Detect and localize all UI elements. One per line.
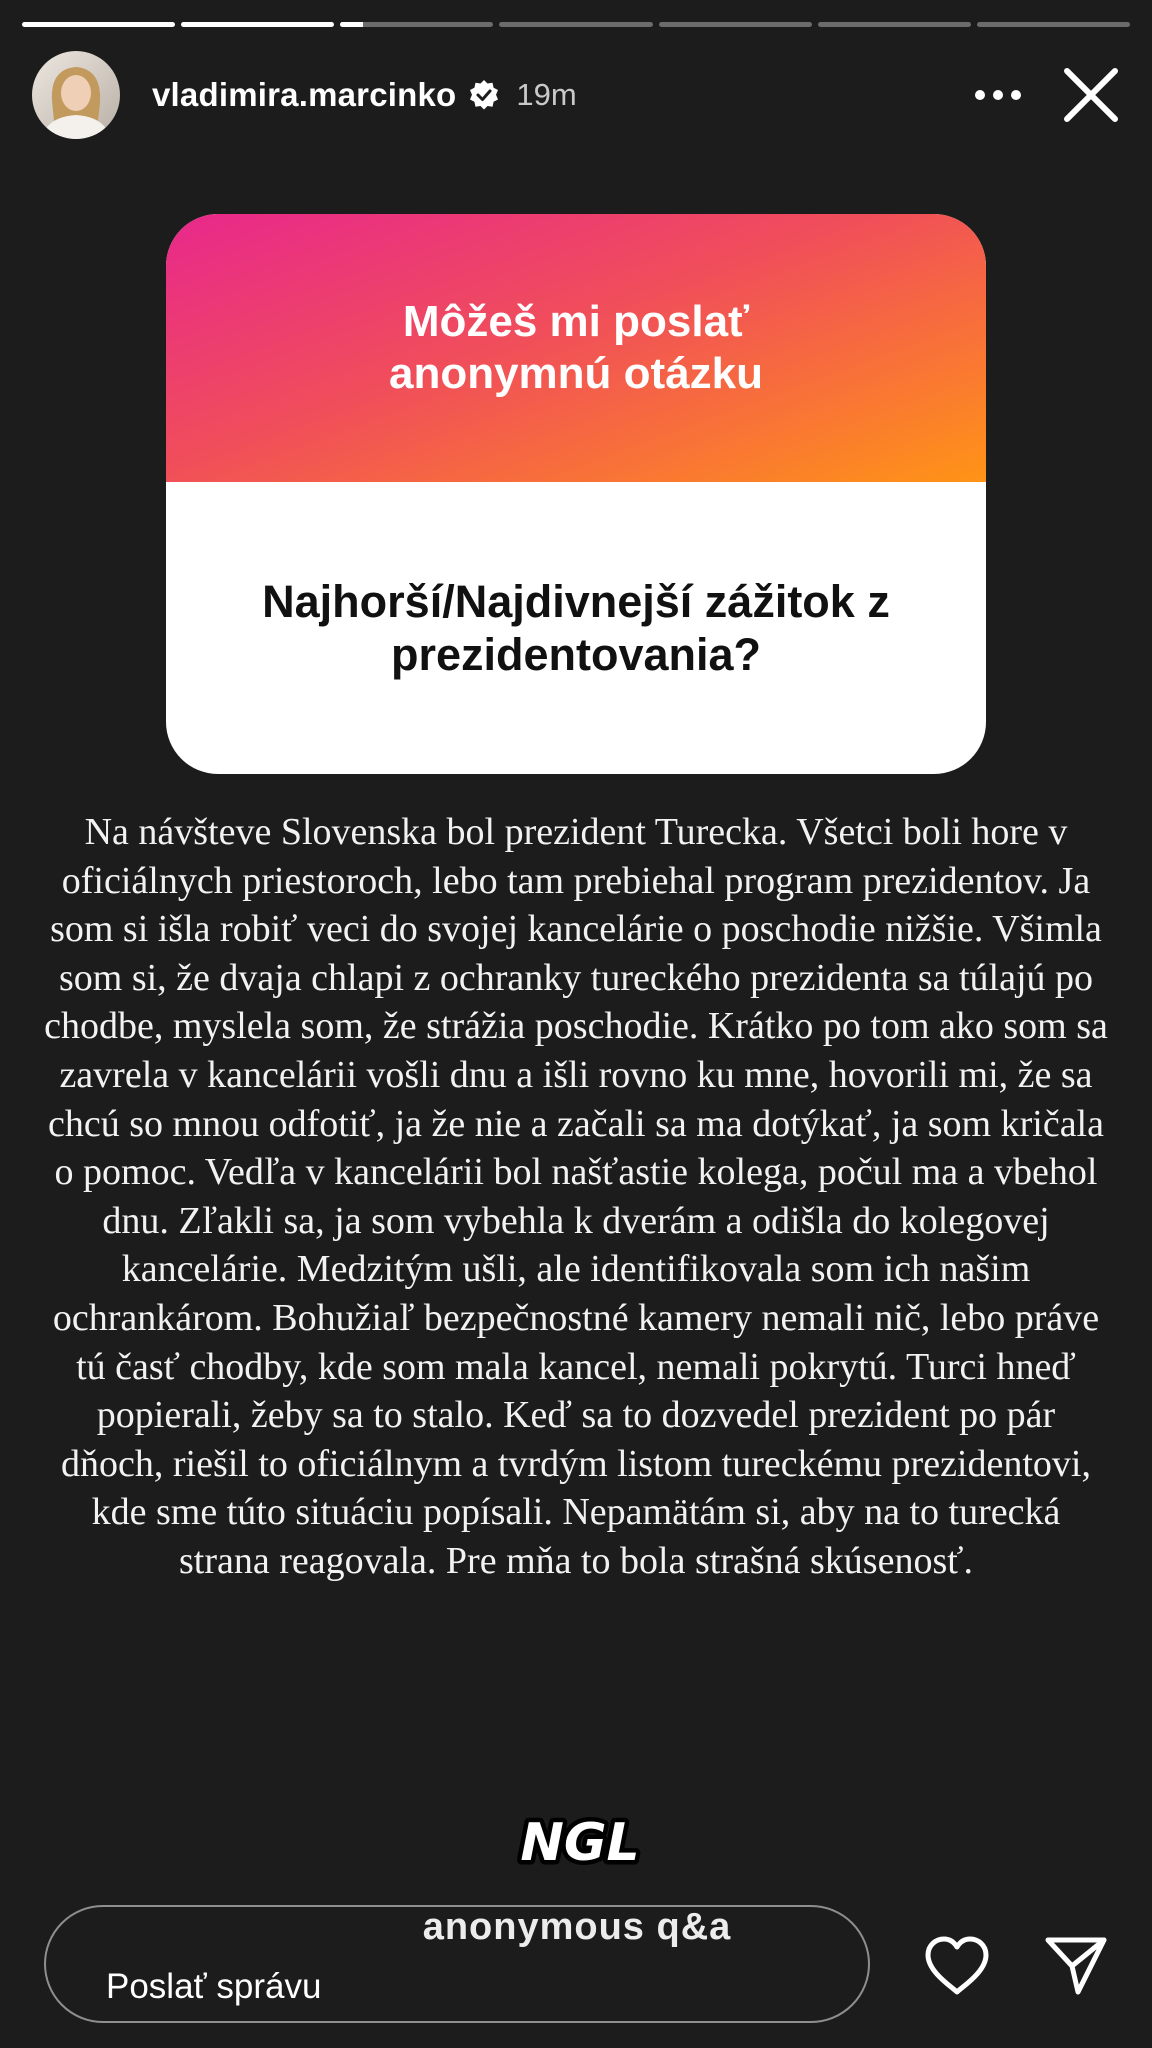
story-segment [181, 22, 334, 27]
ngl-logo [500, 1800, 660, 1880]
ngl-tagline: anonymous q&a [422, 1906, 732, 1948]
question-text: Najhorší/Najdivnejší zážitok z prezidentovania? [262, 576, 890, 680]
ngl-logo-text: NGL [520, 1813, 640, 1873]
story-segment [977, 22, 1130, 27]
heart-icon[interactable] [922, 1932, 992, 2002]
story-segment-fill [181, 22, 334, 27]
story-segment [659, 22, 812, 27]
question-card [166, 214, 986, 774]
story-segment [340, 22, 493, 27]
question-prompt: Môžeš mi poslať anonymnú otázku [388, 297, 764, 398]
verified-badge-icon [468, 79, 500, 111]
story-segment-fill [340, 22, 363, 27]
close-icon[interactable] [1058, 62, 1124, 128]
story-segment-fill [22, 22, 175, 27]
username[interactable]: vladimira.marcinko [152, 76, 457, 113]
answer-text: Na návšteve Slovenska bol prezident Turecka. Všetci boli hore v oficiálnych priestoroch, lebo tam prebiehal program prezidentov. Ja som si išla robiť veci do svojej kancelárie o poschodie nižšie. Všimla som si, že dvaja chlapi z ochranky tureckého prezidenta sa túlajú po chodbe, myslela som, že strážia poschodie. Krátko po tom ako som sa zavrela v kancelárii vošli dnu a išli rovno ku mne, hovorili mi, že sa chcú so mnou odfotiť, ja že nie a začali sa ma dotýkať, ja som kričala o pomoc. Vedľa v kancelárii bol našťastie kolega, počul ma a vbehol dnu. Zľakli sa, ja som vybehla k dverám a odišla do kolegovej kancelárie. Medzitým ušli, ale identifikovala som ich našim ochrankárom. Bohužiaľ bezpečnostné kamery nemali nič, lebo práve tú časť chodby, kde som mala kancel, nemali pokrytú. Turci hneď popierali, žeby sa to stalo. Keď sa to dozvedel prezident po pár dňoch, riešil to oficiálnym a tvrdým listom tureckému prezidentovi, kde sme túto situáciu popísali. Nepamätám si, aby na to turecká strana reagovala. Pre mňa to bola strašná skúsenosť. [44, 811, 1108, 1582]
question-card-body [166, 482, 986, 774]
question-card-header [166, 214, 986, 482]
message-placeholder: Poslať správu [106, 1967, 322, 2006]
story-segment [499, 22, 652, 27]
post-time: 19m [516, 77, 577, 112]
story-segment [818, 22, 971, 27]
story-header [32, 50, 1124, 140]
avatar[interactable] [32, 51, 120, 139]
send-icon[interactable] [1040, 1930, 1112, 2002]
more-icon[interactable] [968, 65, 1028, 125]
story-progress-bar [22, 22, 1130, 27]
story-segment [22, 22, 175, 27]
